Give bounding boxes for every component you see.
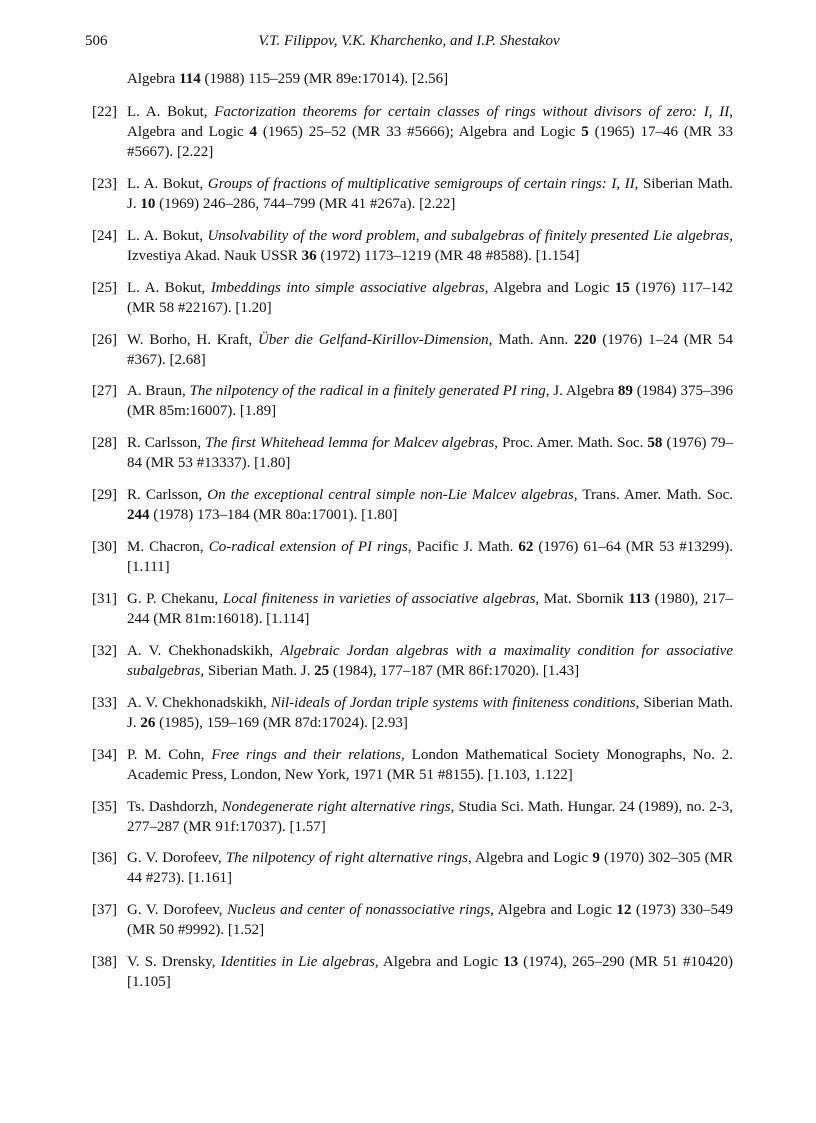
reference-text: G. V. Dorofeev, xyxy=(127,850,226,867)
reference-volume: 244 xyxy=(127,507,150,524)
reference-text: L. A. Bokut, xyxy=(127,227,208,244)
reference-title: The first Whitehead lemma for Malcev algebras xyxy=(205,435,495,452)
reference-text: , Trans. Amer. Math. Soc. xyxy=(573,487,733,504)
reference-item xyxy=(85,797,733,837)
reference-text: R. Carlsson, xyxy=(127,435,206,452)
reference-number: [35] xyxy=(92,798,117,815)
reference-item xyxy=(85,952,733,992)
reference-title: Local finiteness in varieties of associative algebras xyxy=(222,591,536,608)
reference-text: G. P. Chekanu, xyxy=(127,591,223,608)
reference-title: The nilpotency of the radical in a finitely generated PI ring xyxy=(189,383,546,400)
reference-text: (1976) 117–142 (MR 58 #22167). [1.20] xyxy=(127,279,733,316)
reference-item xyxy=(85,174,733,214)
reference-text: (1985), 159–169 (MR 87d:17024). [2.93] xyxy=(155,714,408,731)
reference-text: , London Mathematical Society Monographs, No. 2. Academic Press, London, New York, 1971 (MR 51 #8155). [1.103, 1.122] xyxy=(127,746,734,783)
reference-text: , Algebra and Logic xyxy=(467,850,593,867)
reference-volume: 113 xyxy=(628,591,651,608)
reference-text: (1984), 177–187 (MR 86f:17020). [1.43] xyxy=(329,662,580,679)
reference-volume: 25 xyxy=(314,662,330,679)
reference-item xyxy=(85,485,733,525)
reference-text: (1973) 330–549 (MR 50 #9992). [1.52] xyxy=(127,902,733,939)
reference-volume: 114 xyxy=(179,71,201,87)
reference-title: Imbeddings into simple associative algebras xyxy=(210,279,485,296)
reference-title: Nondegenerate right alternative rings xyxy=(221,798,451,815)
reference-text: , Proc. Amer. Math. Soc. xyxy=(494,435,648,452)
reference-text: M. Chacron, xyxy=(127,539,209,556)
reference-volume: 9 xyxy=(592,850,600,867)
reference-number: [26] xyxy=(92,331,117,348)
reference-text: A. V. Chekhonadskikh, xyxy=(127,642,281,659)
reference-text: A. Braun, xyxy=(127,383,190,400)
reference-text: V. S. Drensky, xyxy=(127,954,221,971)
reference-text: (1978) 173–184 (MR 80a:17001). [1.80] xyxy=(149,507,398,524)
reference-item xyxy=(85,278,733,318)
reference-text: , Studia Sci. Math. Hungar. 24 (1989), no. 2-3, 277–287 (MR 91f:17037). [1.57] xyxy=(127,798,734,835)
reference-title: Factorization theorems for certain classes of rings without divisors of zero: I, II xyxy=(214,104,730,120)
running-title: V.T. Filippov, V.K. Kharchenko, and I.P. Shestakov xyxy=(258,33,560,49)
reference-volume: 89 xyxy=(617,383,633,400)
reference-text: , Algebra and Logic xyxy=(484,279,615,296)
reference-title: Groups of fractions of multiplicative semigroups of certain rings: I, II xyxy=(207,175,635,192)
reference-text: (1976) 1–24 (MR 54 #367). [2.68] xyxy=(127,331,734,368)
page-number: 506 xyxy=(85,33,108,49)
reference-volume: 13 xyxy=(503,954,519,971)
reference-item xyxy=(85,226,733,266)
reference-number: [38] xyxy=(92,954,117,971)
reference-title: On the exceptional central simple non-Lie Malcev algebras xyxy=(207,487,574,504)
reference-text: A. V. Chekhonadskikh, xyxy=(127,694,271,711)
reference-volume: 15 xyxy=(614,279,630,296)
reference-text: L. A. Bokut, xyxy=(127,279,211,296)
reference-volume: 58 xyxy=(647,435,663,452)
reference-title: Nucleus and center of nonassociative rings xyxy=(227,902,491,919)
reference-text: , J. Algebra xyxy=(545,383,618,400)
reference-item xyxy=(85,589,733,629)
reference-title: Co-radical extension of PI rings xyxy=(208,539,408,556)
reference-item xyxy=(85,641,733,681)
reference-number: [28] xyxy=(92,435,117,452)
reference-text: W. Borho, H. Kraft, xyxy=(127,331,258,348)
reference-text: , Siberian Math. J. xyxy=(127,175,733,212)
reference-text: , Math. Ann. xyxy=(488,331,574,348)
reference-text: Ts. Dashdorzh, xyxy=(127,798,222,815)
reference-number: [22] xyxy=(92,104,117,120)
reference-text: (1980), 217–244 (MR 81m:16018). [1.114] xyxy=(127,591,733,628)
reference-item xyxy=(85,693,733,733)
reference-title: Nil-ideals of Jordan triple systems with finiteness conditions xyxy=(270,694,636,711)
reference-volume: 220 xyxy=(574,331,597,348)
reference-title: Identities in Lie algebras xyxy=(220,954,375,971)
reference-text: , Algebra and Logic xyxy=(127,104,733,140)
reference-volume: 12 xyxy=(616,902,632,919)
reference-title: Algebraic Jordan algebras with a maximality condition for associative subalgebras xyxy=(127,642,733,679)
reference-number: [23] xyxy=(92,175,117,192)
reference-title: The nilpotency of right alternative rings xyxy=(225,850,468,867)
reference-continuation xyxy=(85,69,733,89)
reference-text: (1974), 265–290 (MR 51 #10420) [1.105] xyxy=(127,954,733,991)
reference-volume: 36 xyxy=(301,247,317,264)
reference-volume: 26 xyxy=(140,714,156,731)
reference-text: G. V. Dorofeev, xyxy=(127,902,228,919)
reference-text: , Algebra and Logic xyxy=(490,902,617,919)
reference-text: , Siberian Math. J. xyxy=(127,694,733,731)
reference-text: R. Carlsson, xyxy=(127,487,208,504)
reference-text: (1976) 79–84 (MR 53 #13337). [1.80] xyxy=(127,435,733,472)
reference-number: [30] xyxy=(92,539,117,556)
reference-text: (1970) 302–305 (MR 44 #273). [1.161] xyxy=(127,850,734,887)
page-header xyxy=(85,33,733,55)
reference-entries xyxy=(85,102,733,992)
reference-item xyxy=(85,433,733,473)
reference-text: (1965) 25–52 (MR 33 #5666); Algebra and Logic xyxy=(257,124,582,140)
reference-text: (1984) 375–396 (MR 85m:16007). [1.89] xyxy=(127,383,733,420)
reference-number: [32] xyxy=(92,642,117,659)
reference-number: [31] xyxy=(92,591,117,608)
reference-number: [37] xyxy=(92,902,117,919)
reference-text: Algebra xyxy=(127,71,180,87)
reference-number: [25] xyxy=(92,279,117,296)
reference-text: (1976) 61–64 (MR 53 #13299). [1.111] xyxy=(127,539,733,576)
reference-volume: 5 xyxy=(581,124,589,140)
reference-title: Unsolvability of the word problem, and subalgebras of finitely presented Lie algebras xyxy=(207,227,730,244)
reference-text: , Siberian Math. J. xyxy=(200,662,315,679)
reference-text: (1972) 1173–1219 (MR 48 #8588). [1.154] xyxy=(316,247,580,264)
reference-title: Über die Gelfand-Kirillov-Dimension xyxy=(257,331,489,348)
reference-item xyxy=(85,102,733,162)
reference-item xyxy=(85,330,733,370)
reference-number: [33] xyxy=(92,694,117,711)
reference-volume: 10 xyxy=(140,195,156,212)
reference-item xyxy=(85,381,733,421)
reference-text: L. A. Bokut, xyxy=(127,175,208,192)
reference-text: (1969) 246–286, 744–799 (MR 41 #267a). [2.22] xyxy=(155,195,456,212)
reference-list xyxy=(85,69,733,1004)
reference-item xyxy=(85,745,733,785)
reference-volume: 4 xyxy=(249,124,258,140)
reference-text: , Izvestiya Akad. Nauk USSR xyxy=(127,227,733,264)
reference-text: P. M. Cohn, xyxy=(127,746,212,763)
reference-text: , Mat. Sbornik xyxy=(535,591,629,608)
reference-volume: 62 xyxy=(518,539,534,556)
reference-text: , Algebra and Logic xyxy=(374,954,504,971)
reference-number: [29] xyxy=(92,487,117,504)
reference-number: [34] xyxy=(92,746,117,763)
reference-item xyxy=(85,848,733,888)
reference-title: Free rings and their relations xyxy=(211,746,402,763)
reference-number: [36] xyxy=(92,850,117,867)
reference-number: [27] xyxy=(92,383,117,400)
reference-text: L. A. Bokut, xyxy=(127,104,215,120)
reference-text: (1965) 17–46 (MR 33 #5667). [2.22] xyxy=(127,124,734,160)
reference-text: , Pacific J. Math. xyxy=(407,539,519,556)
reference-number: [24] xyxy=(92,227,117,244)
reference-text: (1988) 115–259 (MR 89e:17014). [2.56] xyxy=(200,71,449,87)
reference-item xyxy=(85,900,733,940)
reference-item xyxy=(85,537,733,577)
